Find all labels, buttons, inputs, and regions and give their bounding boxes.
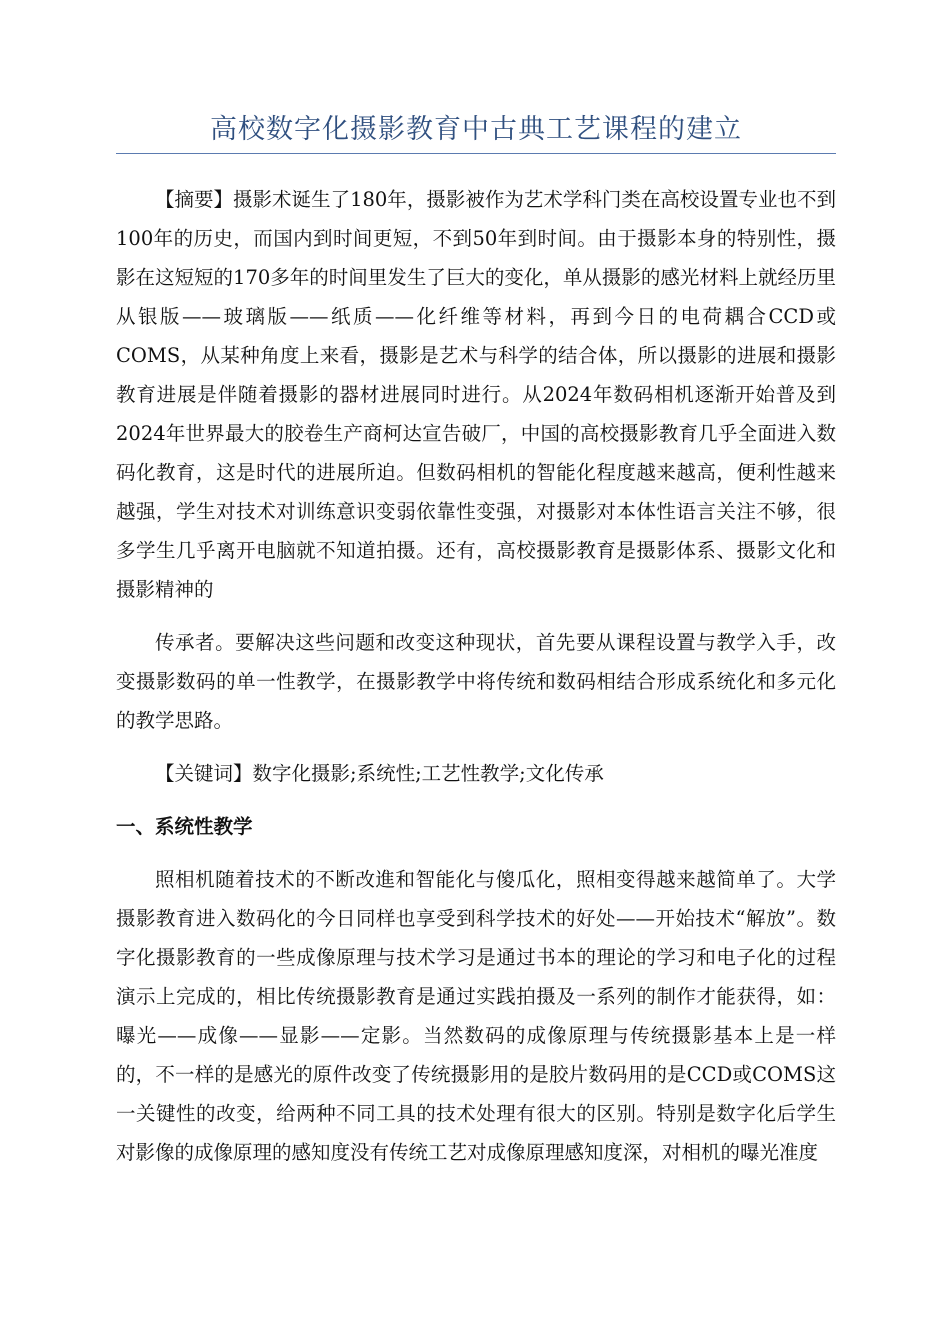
document-title: 高校数字化摄影教育中古典工艺课程的建立 [210, 114, 742, 145]
keywords-paragraph: 【关键词】数字化摄影;系统性;工艺性教学;文化传承 [155, 762, 604, 786]
title-underline [116, 153, 836, 154]
section-heading-1: 一、系统性教学 [116, 815, 253, 839]
document-page [116, 112, 836, 1186]
section1-paragraph-1: 照相机随着技术的不断改進和智能化与傻瓜化，照相变得越来越简单了。大学摄影教育进入数码化的今日同样也享受到科学技术的好处——开始技术“解放”。数字化摄影教育的一些成像原理与技术学习是通过书本的理论的学习和电子化的过程演示上完成的，相比传统摄影教育是通过实践拍摄及一系列的制作才能获得，如：曝光——成像——显影——定影。当然数码的成像原理与传统摄影基本上是一样的，不一样的是感光的原件改变了传统摄影用的是胶片数码用的是CCD或COMS这一关键性的改变，给两种不同工具的技术处理有很大的区别。特别是数字化后学生对影像的成像原理的感知度没有传统工艺对成像原理感知度深，对相机的曝光准度 [116, 868, 836, 1165]
abstract-paragraph-1: 【摘要】摄影术诞生了180年，摄影被作为艺术学科门类在高校设置专业也不到100年的历史，而国内到时间更短，不到50年到时间。由于摄影本身的特别性，摄影在这短短的170多年的时间里发生了巨大的变化，单从摄影的感光材料上就经历里从银版——玻璃版——纸质——化纤维等材料，再到今日的电荷耦合CCD或COMS，从某种角度上来看，摄影是艺术与科学的结合体，所以摄影的进展和摄影教育进展是伴随着摄影的器材进展同时进行。从2024年数码相机逐渐开始普及到2024年世界最大的胶卷生产商柯达宣告破厂，中国的高校摄影教育几乎全面进入数码化教育，这是时代的进展所迫。但数码相机的智能化程度越来越高，便利性越来越强，学生对技术对训练意识变弱依靠性变强，对摄影对本体性语言关注不够，很多学生几乎离开电脑就不知道拍摄。还有，高校摄影教育是摄影体系、摄影文化和摄影精神的 [116, 188, 836, 602]
abstract-paragraph-2: 传承者。要解决这些问题和改变这种现状，首先要从课程设置与教学入手，改变摄影数码的单一性教学，在摄影教学中将传统和数码相结合形成系统化和多元化的教学思路。 [116, 631, 836, 733]
